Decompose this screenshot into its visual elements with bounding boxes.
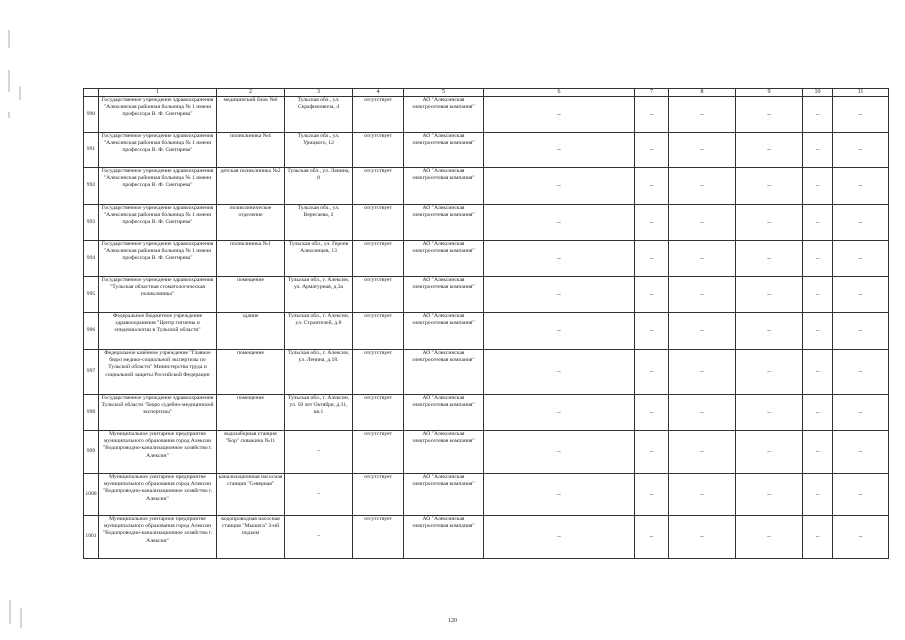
empty-value-cell: –	[484, 431, 635, 474]
header-cell: 3	[285, 89, 353, 97]
header-cell: 4	[353, 89, 404, 97]
table-cell: поликлиническое отделение	[217, 205, 285, 241]
table-row	[84, 395, 889, 431]
empty-value-cell: –	[669, 168, 736, 205]
empty-value-cell: –	[736, 133, 803, 168]
table-cell: помещение	[217, 395, 285, 431]
table-cell: Федеральное бюджетное учреждение здравоохранения "Центр гигиены и эпидемиологии в Тульской области"	[99, 313, 217, 350]
empty-value-cell: –	[833, 350, 889, 395]
data-table	[83, 88, 889, 559]
table-cell: Муниципальное унитарное предприятие муниципального образования город Алексин "Водопроводно-канализационное хозяйство г. Алексин"	[99, 516, 217, 559]
empty-value-cell: –	[669, 474, 736, 516]
header-cell: 9	[736, 89, 803, 97]
table-row	[84, 97, 889, 133]
table-cell: –	[285, 474, 353, 516]
empty-value-cell: –	[833, 431, 889, 474]
table-cell: поликлиника №1	[217, 241, 285, 277]
table-cell: отсутствует	[353, 395, 404, 431]
empty-value-cell: –	[833, 277, 889, 313]
table-cell: Государственное учреждение здравоохранения Тульской области "Бюро судебно-медицинской экспертизы"	[99, 395, 217, 431]
table-cell: АО "Алексинская электросетевая компания"	[404, 474, 484, 516]
row-number-cell: 995	[84, 277, 99, 313]
table-cell: –	[285, 431, 353, 474]
table-cell: отсутствует	[353, 313, 404, 350]
empty-value-cell: –	[635, 277, 669, 313]
table-cell: отсутствует	[353, 97, 404, 133]
empty-value-cell: –	[635, 313, 669, 350]
empty-value-cell: –	[803, 277, 833, 313]
header-cell: 8	[669, 89, 736, 97]
table-cell: АО "Алексинская электросетевая компания"	[404, 241, 484, 277]
header-cell: 10	[803, 89, 833, 97]
empty-value-cell: –	[803, 516, 833, 559]
empty-value-cell: –	[736, 313, 803, 350]
empty-value-cell: –	[484, 205, 635, 241]
empty-value-cell: –	[635, 241, 669, 277]
table-cell: водопроводная насосная станция "Мышега" 3-ий подъем	[217, 516, 285, 559]
empty-value-cell: –	[669, 313, 736, 350]
table-cell: Тульская обл., г. Алексин, ул. Ленина, д.18.	[285, 350, 353, 395]
empty-value-cell: –	[833, 133, 889, 168]
empty-value-cell: –	[484, 277, 635, 313]
table-row	[84, 516, 889, 559]
empty-value-cell: –	[803, 313, 833, 350]
row-number-cell: 993	[84, 205, 99, 241]
header-cell: 2	[217, 89, 285, 97]
table-cell: Государственное учреждение здравоохранения "Алексинская районная больница № 1 имени профессора В. Ф. Снегирева"	[99, 205, 217, 241]
empty-value-cell: –	[669, 516, 736, 559]
empty-value-cell: –	[484, 313, 635, 350]
empty-value-cell: –	[833, 474, 889, 516]
empty-value-cell: –	[484, 241, 635, 277]
table-cell: отсутствует	[353, 474, 404, 516]
table-row	[84, 133, 889, 168]
table-cell: Тульская обл., г. Алексин, ул. 50 лет Октября, д.31, кв.1	[285, 395, 353, 431]
table-row	[84, 205, 889, 241]
table-cell: отсутствует	[353, 205, 404, 241]
table-cell: Тульская обл., ул. Ленина, 8	[285, 168, 353, 205]
empty-value-cell: –	[803, 350, 833, 395]
table-cell: АО "Алексинская электросетевая компания"	[404, 168, 484, 205]
table-cell: АО "Алексинская электросетевая компания"	[404, 97, 484, 133]
empty-value-cell: –	[803, 241, 833, 277]
row-number-cell: 990	[84, 97, 99, 133]
table-cell: канализационная насосная станция "Северная"	[217, 474, 285, 516]
table-cell: АО "Алексинская электросетевая компания"	[404, 395, 484, 431]
empty-value-cell: –	[635, 133, 669, 168]
row-number-cell: 994	[84, 241, 99, 277]
table-cell: поликлиника №4	[217, 133, 285, 168]
table-cell: Государственное учреждение здравоохранения "Алексинская районная больница № 1 имени профессора В. Ф. Снегирева"	[99, 168, 217, 205]
table-cell: отсутствует	[353, 168, 404, 205]
empty-value-cell: –	[736, 168, 803, 205]
row-number-cell: 1000	[84, 474, 99, 516]
table-row	[84, 313, 889, 350]
row-number-cell: 1001	[84, 516, 99, 559]
empty-value-cell: –	[635, 350, 669, 395]
table-cell: отсутствует	[353, 516, 404, 559]
document-page	[83, 88, 889, 559]
table-cell: Тульская обл., ул. Вересаева, 2	[285, 205, 353, 241]
page-number: 120	[448, 618, 457, 624]
table-cell: отсутствует	[353, 350, 404, 395]
table-cell: отсутствует	[353, 133, 404, 168]
table-cell: АО "Алексинская электросетевая компания"	[404, 431, 484, 474]
empty-value-cell: –	[736, 474, 803, 516]
table-cell: Муниципальное унитарное предприятие муниципального образования город Алексин "Водопроводно-канализационное хозяйство г. Алексин"	[99, 431, 217, 474]
empty-value-cell: –	[736, 350, 803, 395]
table-cell: АО "Алексинская электросетевая компания"	[404, 205, 484, 241]
table-cell: помещение	[217, 277, 285, 313]
empty-value-cell: –	[635, 516, 669, 559]
table-cell: Тульская обл., ул. Серафимовича, 4	[285, 97, 353, 133]
empty-value-cell: –	[833, 313, 889, 350]
table-row	[84, 277, 889, 313]
table-cell: здание	[217, 313, 285, 350]
empty-value-cell: –	[803, 133, 833, 168]
table-cell: Государственное учреждение здравоохранения "Тульская областная стоматологическая поликлиника"	[99, 277, 217, 313]
table-cell: Муниципальное унитарное предприятие муниципального образования город Алексин "Водопроводно-канализационное хозяйство г. Алексин"	[99, 474, 217, 516]
table-row	[84, 241, 889, 277]
table-cell: детская поликлиника №2	[217, 168, 285, 205]
row-number-cell: 998	[84, 395, 99, 431]
empty-value-cell: –	[669, 395, 736, 431]
empty-value-cell: –	[669, 277, 736, 313]
empty-value-cell: –	[669, 431, 736, 474]
empty-value-cell: –	[669, 97, 736, 133]
empty-value-cell: –	[833, 168, 889, 205]
empty-value-cell: –	[484, 474, 635, 516]
header-cell: 1	[99, 89, 217, 97]
empty-value-cell: –	[484, 350, 635, 395]
table-cell: Тульская обл., ул. Героев Алексинцев, 13	[285, 241, 353, 277]
empty-value-cell: –	[803, 168, 833, 205]
empty-value-cell: –	[736, 277, 803, 313]
table-cell: медицинский блок №6	[217, 97, 285, 133]
empty-value-cell: –	[635, 97, 669, 133]
empty-value-cell: –	[833, 241, 889, 277]
table-cell: Государственное учреждение здравоохранения "Алексинская районная больница № 1 имени профессора В. Ф. Снегирева"	[99, 97, 217, 133]
empty-value-cell: –	[803, 395, 833, 431]
empty-value-cell: –	[736, 516, 803, 559]
header-cell: 7	[635, 89, 669, 97]
table-cell: АО "Алексинская электросетевая компания"	[404, 313, 484, 350]
empty-value-cell: –	[484, 395, 635, 431]
empty-value-cell: –	[803, 431, 833, 474]
empty-value-cell: –	[833, 205, 889, 241]
table-cell: Тульская обл., г. Алексин, ул. Арматурная, д.3а	[285, 277, 353, 313]
empty-value-cell: –	[484, 168, 635, 205]
empty-value-cell: –	[669, 133, 736, 168]
table-cell: отсутствует	[353, 431, 404, 474]
table-cell: Федеральное казённое учреждение "Главное бюро медико-социальной экспертизы по Тульской области" Министерства труда и социальной защиты Российской Федерации	[99, 350, 217, 395]
empty-value-cell: –	[736, 395, 803, 431]
empty-value-cell: –	[669, 350, 736, 395]
header-cell: 6	[484, 89, 635, 97]
table-cell: помещение	[217, 350, 285, 395]
empty-value-cell: –	[833, 97, 889, 133]
empty-value-cell: –	[833, 516, 889, 559]
empty-value-cell: –	[669, 205, 736, 241]
empty-value-cell: –	[833, 395, 889, 431]
table-cell: Тульская обл., ул. Урицкого, 12	[285, 133, 353, 168]
table-cell: водозаборная станция "Бор" скважина №11	[217, 431, 285, 474]
empty-value-cell: –	[803, 97, 833, 133]
table-cell: АО "Алексинская электросетевая компания"	[404, 350, 484, 395]
table-cell: Государственное учреждение здравоохранения "Алексинская районная больница № 1 имени профессора В. Ф. Снегирева"	[99, 133, 217, 168]
table-header-row	[84, 89, 889, 97]
table-cell: отсутствует	[353, 277, 404, 313]
empty-value-cell: –	[635, 395, 669, 431]
table-cell: отсутствует	[353, 241, 404, 277]
row-number-cell: 999	[84, 431, 99, 474]
empty-value-cell: –	[736, 205, 803, 241]
empty-value-cell: –	[484, 133, 635, 168]
empty-value-cell: –	[736, 241, 803, 277]
empty-value-cell: –	[736, 97, 803, 133]
header-cell: 11	[833, 89, 889, 97]
row-number-cell: 997	[84, 350, 99, 395]
table-row	[84, 474, 889, 516]
row-number-cell: 996	[84, 313, 99, 350]
table-cell: Тульская обл., г. Алексин, ул. Строителей, д.8	[285, 313, 353, 350]
table-row	[84, 431, 889, 474]
table-row	[84, 168, 889, 205]
empty-value-cell: –	[484, 516, 635, 559]
table-cell: Государственное учреждение здравоохранения "Алексинская районная больница № 1 имени профессора В. Ф. Снегирева"	[99, 241, 217, 277]
empty-value-cell: –	[484, 97, 635, 133]
empty-value-cell: –	[635, 431, 669, 474]
table-cell: АО "Алексинская электросетевая компания"	[404, 277, 484, 313]
empty-value-cell: –	[635, 168, 669, 205]
empty-value-cell: –	[803, 474, 833, 516]
empty-value-cell: –	[635, 474, 669, 516]
table-cell: АО "Алексинская электросетевая компания"	[404, 516, 484, 559]
header-cell-num	[84, 89, 99, 97]
empty-value-cell: –	[635, 205, 669, 241]
row-number-cell: 992	[84, 168, 99, 205]
table-row	[84, 350, 889, 395]
table-cell: –	[285, 516, 353, 559]
row-number-cell: 991	[84, 133, 99, 168]
table-cell: АО "Алексинская электросетевая компания"	[404, 133, 484, 168]
empty-value-cell: –	[736, 431, 803, 474]
empty-value-cell: –	[669, 241, 736, 277]
empty-value-cell: –	[803, 205, 833, 241]
header-cell: 5	[404, 89, 484, 97]
